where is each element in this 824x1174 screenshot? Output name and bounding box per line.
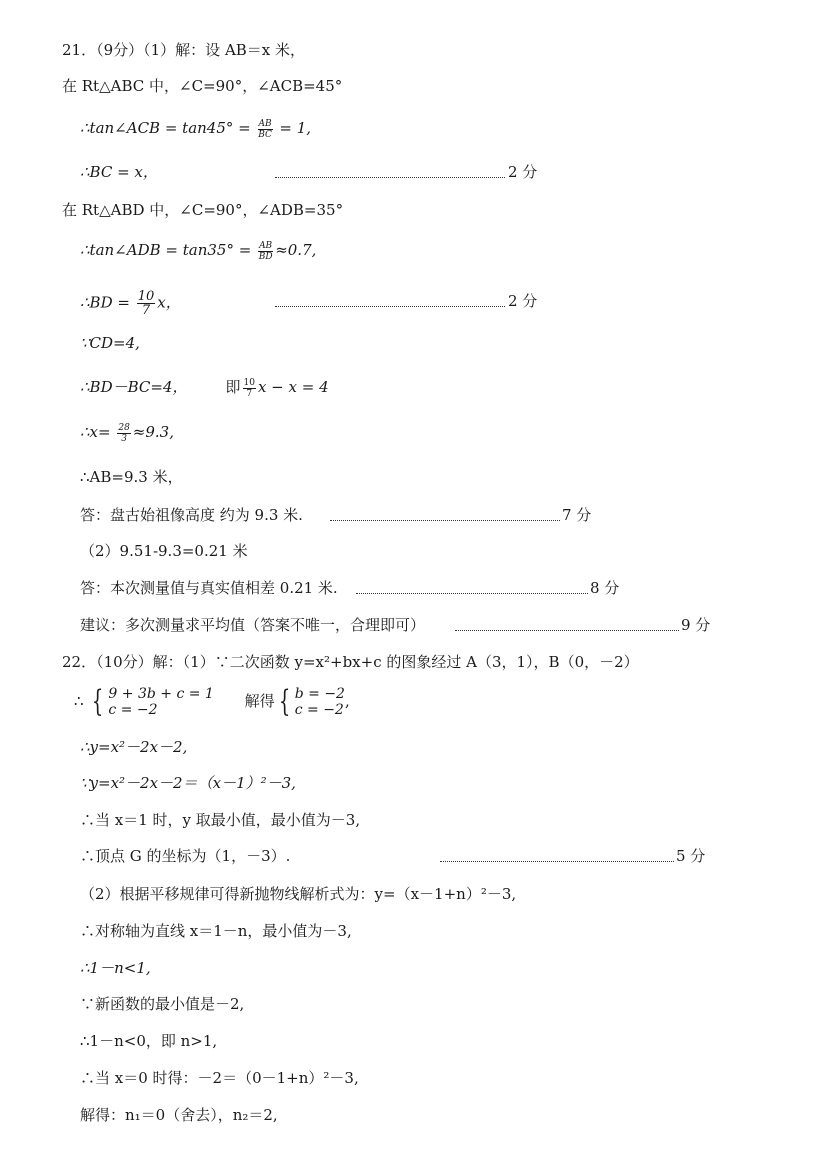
q22-system-solution: [295, 686, 345, 718]
q22-line-min-value: ∴当 x＝1 时，y 取最小值，最小值为－3,: [80, 811, 361, 829]
q21-score-3: 7 分: [562, 506, 592, 524]
q22-line-function: ∴y=x²－2x－2,: [80, 738, 188, 756]
q22-line-ineq2: ∴1－n<0，即 n>1,: [80, 1032, 218, 1050]
q21-score-1: 2 分: [508, 163, 538, 181]
q22-score-1: 5 分: [676, 847, 706, 865]
q22-left-brace-1: {: [92, 684, 104, 719]
q21-score-leader-2: [275, 306, 505, 307]
q21-line-tan-acb: [80, 118, 311, 140]
q21-score-leader-5: [455, 630, 679, 631]
q21-ji-label: 即: [225, 378, 241, 396]
q22-line-vertex-form: ∵y=x²－2x－2＝（x－1）²－3,: [80, 774, 296, 792]
q21-equation-rest: x − x = 4: [257, 378, 329, 396]
q21-score-leader-4: [356, 593, 588, 594]
q22-therefore: ∴: [74, 692, 84, 710]
q22-sol1: b = −2: [294, 686, 345, 702]
q21-tan-acb-post: = 1,: [274, 119, 312, 137]
q21-fraction-10-7-b-num: 10: [243, 377, 255, 388]
q21-score-4: 8 分: [590, 579, 620, 597]
q21-fraction-ab-bc-den: BC: [258, 129, 272, 140]
q21-tan-acb-pre: ∴tan∠ACB = tan45° =: [80, 119, 256, 137]
q22-sol2: c = −2: [294, 702, 344, 718]
q21-fraction-10-7-b: [243, 378, 256, 399]
q21-answer-1: 答：盘古始祖像高度 约为 9.3 米.: [80, 506, 303, 524]
q22-line-solution: 解得：n₁＝0（舍去），n₂＝2,: [80, 1106, 278, 1124]
q21-fraction-10-7-num: 10: [137, 289, 155, 304]
q21-bd-post: x，: [157, 293, 181, 312]
q22-header: 22．（10分）解：（1）∵二次函数 y=x²+bx+c 的图象经过 A（3，1），B（0，－2）: [62, 653, 639, 671]
q21-fraction-ab-bc: [258, 119, 273, 140]
q21-x-pre: ∴x=: [80, 423, 116, 441]
q22-left-brace-2: {: [278, 684, 290, 719]
q21-fraction-10-7: [137, 290, 156, 317]
q21-part2: （2）9.51-9.3=0.21 米: [80, 542, 248, 560]
q21-fraction-ab-bd: [258, 241, 273, 262]
q21-line-triangle-abd: 在 Rt△ABD 中，∠C=90°，∠ADB=35°: [62, 201, 344, 219]
q21-suggestion: 建议：多次测量求平均值（答案不唯一，合理即可）: [80, 616, 426, 634]
q21-answer-2: 答：本次测量值与真实值相差 0.21 米.: [80, 579, 338, 597]
q21-fraction-10-7-den: 7: [141, 303, 151, 318]
q22-system-comma: ,: [344, 692, 350, 710]
q21-fraction-28-3: [117, 423, 130, 444]
q22-part2: （2）根据平移规律可得新抛物线解析式为：y=（x－1+n）²－3,: [80, 885, 517, 903]
q21-line-ab-result: ∴AB=9.3 米，: [80, 468, 183, 486]
q21-tan-adb-post: ≈0.7,: [275, 241, 317, 259]
q21-line-x-value: [80, 422, 174, 444]
q21-line-bd-minus-bc: [80, 377, 329, 399]
q21-score-leader-1: [275, 177, 505, 178]
q21-score-5: 9 分: [681, 616, 711, 634]
q21-bd-minus-bc: ∴BD－BC=4，: [80, 378, 188, 396]
q22-line-x-zero: ∴当 x＝0 时得：－2＝（0－1+n）²－3,: [80, 1069, 359, 1087]
q21-score-2: 2 分: [508, 292, 538, 310]
q21-fraction-ab-bd-den: BD: [258, 251, 273, 262]
q22-system-equations: [108, 686, 213, 718]
q22-line-axis: ∴对称轴为直线 x＝1－n，最小值为－3,: [80, 922, 352, 940]
q22-line-new-min: ∵新函数的最小值是－2,: [80, 995, 245, 1013]
q21-header: 21．（9分）（1）解：设 AB＝x 米，: [62, 41, 306, 59]
q21-fraction-ab-bd-num: AB: [259, 240, 273, 251]
q21-fraction-28-3-num: 28: [118, 422, 130, 433]
q21-score-leader-3: [330, 520, 560, 521]
q21-fraction-ab-bc-num: AB: [258, 118, 272, 129]
q22-line-vertex-g: ∴顶点 G 的坐标为（1，－3）.: [80, 847, 291, 865]
q21-line-bc: ∴BC = x，: [80, 163, 158, 181]
q21-line-tan-adb: [80, 240, 316, 262]
q21-fraction-10-7-b-den: 7: [246, 388, 253, 399]
q21-fraction-28-3-den: 3: [121, 433, 127, 444]
q21-tan-adb-pre: ∴tan∠ADB = tan35° =: [80, 241, 257, 259]
q21-line-triangle-abc: 在 Rt△ABC 中，∠C=90°，∠ACB=45°: [62, 77, 343, 95]
q22-line-ineq1: ∴1－n<1,: [80, 959, 151, 977]
q22-solve-label: 解得: [244, 692, 275, 710]
q22-eq2: c = −2: [108, 702, 158, 718]
q22-score-leader-1: [440, 861, 674, 862]
q22-line-system: [74, 686, 350, 720]
q21-x-post: ≈9.3,: [132, 423, 174, 441]
q21-line-bd: [80, 290, 181, 317]
q21-bd-pre: ∴BD =: [80, 293, 135, 312]
q22-eq1: 9 + 3b + c = 1: [108, 686, 214, 702]
q21-line-cd: ∵CD=4,: [80, 334, 140, 352]
